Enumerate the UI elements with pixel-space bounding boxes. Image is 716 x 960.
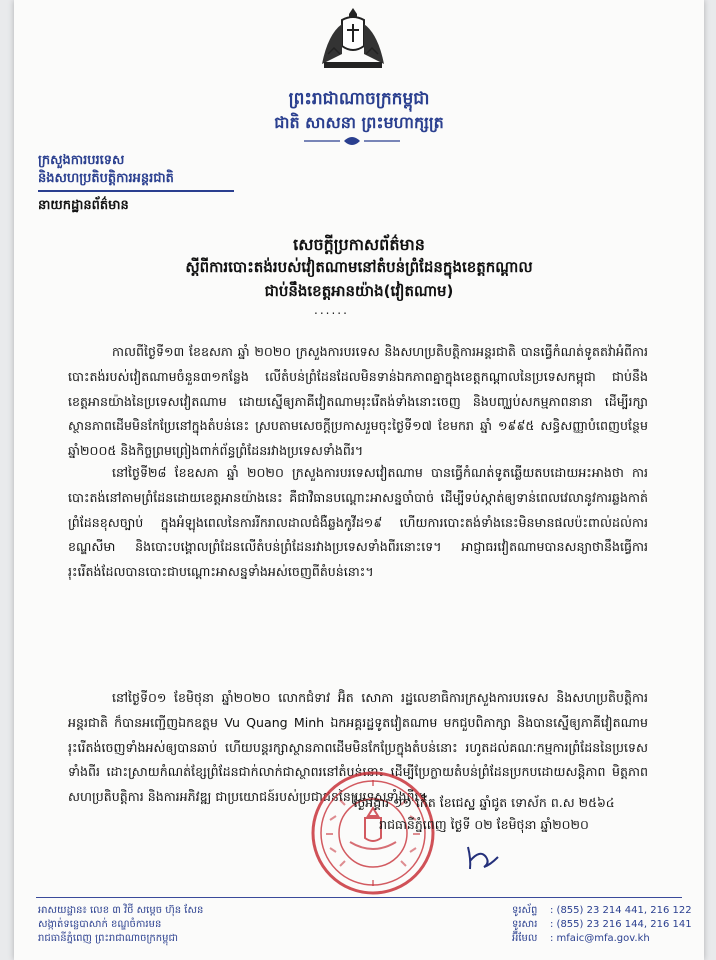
kingdom-motto: ជាតិ សាសនា ព្រះមហាក្សត្រ — [274, 113, 444, 132]
body-paragraph-2 — [68, 461, 648, 585]
fax-row — [512, 918, 692, 932]
ministry-name-line2: និងសហប្រតិបត្តិការអន្តរជាតិ — [38, 171, 174, 186]
ornament-divider-icon — [302, 136, 402, 146]
press-release-title: សេចក្តីប្រកាសព័ត៌មាន — [293, 235, 425, 254]
solar-date: រាជធានីភ្នំពេញ ថ្ងៃទី ០២ ខែមិថុនា ឆ្នាំ២០២០ — [379, 817, 589, 832]
kingdom-title: ព្រះរាជាណាចក្រកម្ពុជា — [288, 89, 430, 109]
footer-contact — [512, 904, 692, 946]
letter-sheet — [14, 0, 704, 960]
lunar-date: ថ្ងៃអង្គារ ១១ កើត ខែជេស្ឋ ឆ្នាំជូត ទោស័ក ព.ស ២៥៦៤ — [353, 795, 615, 810]
paragraph-text: កាលពីថ្ងៃទី១៣ ខែឧសភា ឆ្នាំ ២០២០ ក្រសួងការបរទេស និងសហប្រតិបត្តិការអន្តរជាតិ បានធ្វើកំណត់ទូតតវ៉ាអំពីការបោះតង់របស់វៀតណាមចំនួន៣១កន្លែង លើតំបន់ព្រំដែនដែលមិនទាន់ឯកភាពគ្នាក្នុងខេត្តកណ្តាលនៃប្រទេសកម្ពុជា ជាប់នឹងខេត្តអានយ៉ាងនៃប្រទេសវៀតណាម ដោយស្នើឲ្យភាគីវៀតណាមរុះរើតង់ទាំងនោះចេញ និងបញ្ឈប់សកម្មភាពនានា ដើម្បីរក្សាស្ថានភាពដើមមិនកែប្រែនៅក្នុងតំបន់នេះ ស្របតាមសេចក្តីប្រកាសរួមចុះថ្ងៃទី១៧ ខែមករា ឆ្នាំ ១៩៩៥ សន្ធិសញ្ញាបំពេញបន្ថែមឆ្នាំ២០០៥ និងកិច្ចព្រមព្រៀងពាក់ព័ន្ធព្រំដែនរវាងប្រទេសទាំងពីរ។ — [68, 344, 648, 459]
signature-icon — [462, 843, 506, 873]
ministry-underline — [38, 190, 234, 192]
email-row — [512, 932, 692, 946]
footer-address — [38, 904, 203, 946]
phone-value: : (855) 23 214 441, 216 122 — [550, 905, 692, 916]
title-dots: ...... — [314, 303, 349, 317]
press-release-subject-line2: ជាប់នឹងខេត្តអានយ៉ាង(វៀតណាម) — [264, 282, 454, 300]
ministry-name-line1: ក្រសួងការបរទេស — [38, 153, 125, 168]
paragraph-text: នៅថ្ងៃទី២៨ ខែឧសភា ឆ្នាំ ២០២០ ក្រសួងការបរទេសវៀតណាម បានធ្វើកំណត់ទូតឆ្លើយតបដោយអះអាងថា ការបោះតង់នៅតាមព្រំដែនដោយខេត្តអានយ៉ាងនេះ គឺជាវិធានបណ្តោះអាសន្នចាំបាច់ ដើម្បីទប់ស្កាត់ឲ្យទាន់ពេលវេលានូវការឆ្លងកាត់ព្រំដែនខុសច្បាប់ ក្នុងអំឡុងពេលនៃការរីករាលដាលជំងឺឆ្លងកូវីដ១៩ ហើយការបោះតង់ទាំងនេះមិនមានផលប៉ះពាល់ដល់ការខណ្ឌសីមា និងបោះបង្គោលព្រំដែនលើតំបន់ព្រំដែនរវាងប្រទេសទាំងពីរនោះទេ។ អាជ្ញាធរវៀតណាមបានសន្យាថានឹងធ្វើការរុះរើតង់ដែលបានបោះជាបណ្តោះអាសន្នទាំងអស់ចេញពីតំបន់នោះ។ — [68, 465, 648, 580]
address-line-2: សង្កាត់ទន្លេបាសាក់ ខណ្ឌចំការមន — [38, 919, 162, 930]
paragraph-text: នៅថ្ងៃទី០១ ខែមិថុនា ឆ្នាំ២០២០ លោកជំទាវ អ៊ិត សោភា រដ្ឋលេខាធិការក្រសួងការបរទេស និងសហប្រតិបត្តិការអន្តរជាតិ ក៏បានអញ្ជើញឯកឧត្តម Vu Quang Minh ឯកអគ្គរដ្ឋទូតវៀតណាម មកជួបពិភាក្សា និងបានស្នើឲ្យភាគីវៀតណាមរុះរើតង់ចេញទាំងអស់ឲ្យបានឆាប់ ហើយបន្តរក្សាស្ថានភាពដើមមិនកែប្រែក្នុងតំបន់នោះ រហូតដល់គណៈកម្មការព្រំដែននៃប្រទេសទាំងពីរ ដោះស្រាយកំណត់ខ្សែព្រំដែនជាក់លាក់ជាស្ថាពរនៅតំបន់នោះ ដើម្បីប្រែក្លាយតំបន់ព្រំដែនប្រកបដោយសន្តិភាព មិត្តភាព សហប្រតិបត្តិការ និងការអភិវឌ្ឍ ជាប្រយោជន៍របស់ប្រជាជននៃប្រទេសទាំងពីរ។ — [68, 690, 648, 805]
footer-divider — [36, 897, 682, 898]
email-label: អ៊ីមែល — [512, 933, 538, 944]
body-paragraph-1 — [68, 340, 648, 464]
department-name: នាយកដ្ឋានព័ត៌មាន — [38, 198, 129, 213]
fax-label: ទូរសារ — [512, 919, 538, 930]
email-value[interactable]: : mfaic@mfa.gov.kh — [550, 933, 650, 944]
address-line-3: រាជធានីភ្នំពេញ ព្រះរាជាណាចក្រកម្ពុជា — [38, 933, 178, 944]
fax-value: : (855) 23 216 144, 216 141 — [550, 919, 692, 930]
press-release-subject-line1: ស្តីពីការបោះតង់របស់វៀតណាមនៅតំបន់ព្រំដែនក្នុងខេត្តកណ្តាល — [185, 258, 533, 276]
royal-coat-of-arms-icon — [316, 6, 390, 72]
phone-row — [512, 904, 692, 918]
address-line-1: អាសយដ្ឋាន៖ លេខ ៣ វិថី សម្តេច ហ៊ុន សែន — [38, 905, 204, 916]
phone-label: ទូរស័ព្ទ — [512, 905, 538, 916]
